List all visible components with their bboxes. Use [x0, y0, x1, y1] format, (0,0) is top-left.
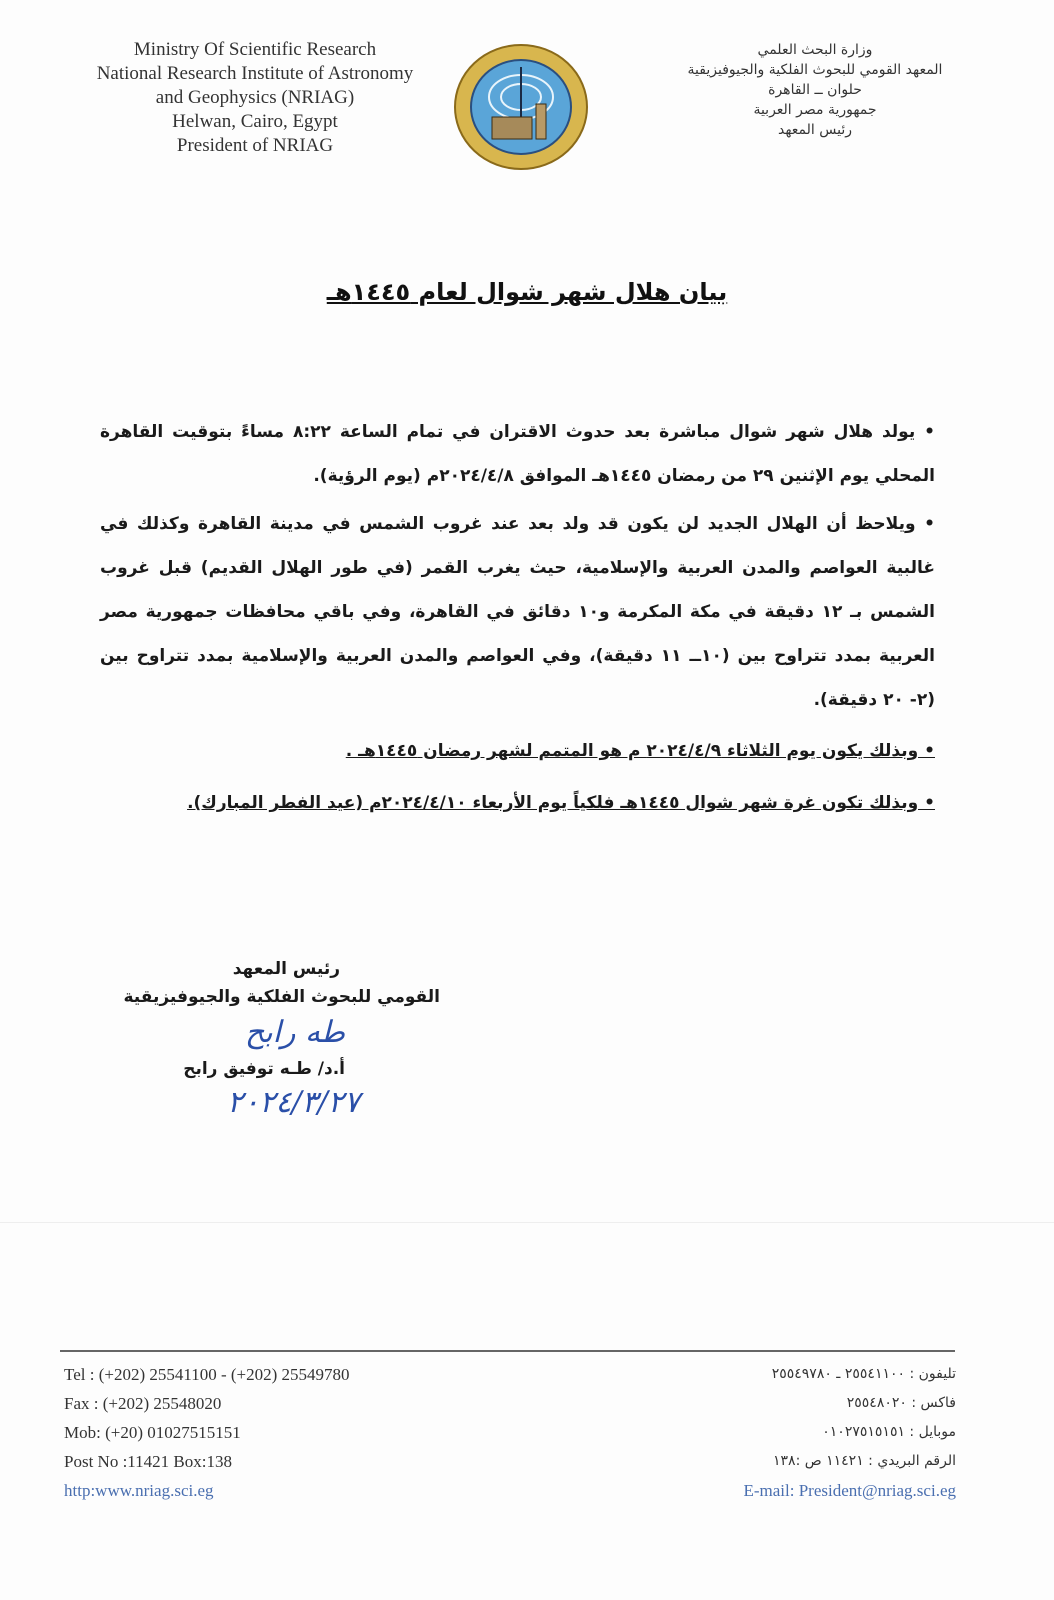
header-line: وزارة البحث العلمي	[757, 42, 873, 58]
footer-english	[64, 1360, 350, 1505]
signature-title: رئيس المعهد	[232, 959, 340, 979]
header-line: رئيس المعهد	[778, 122, 852, 138]
footer-website-link[interactable]: http:www.nriag.sci.eg	[64, 1481, 214, 1500]
header-line: President of NRIAG	[176, 135, 334, 156]
header-line: Ministry Of Scientific Research	[133, 39, 377, 60]
footer-post: Post No :11421 Box:138	[64, 1452, 232, 1471]
handwritten-signature: طه رابح	[244, 1015, 345, 1050]
footer-tel: Tel : (+202) 25541100 - (+202) 25549780	[64, 1365, 350, 1384]
header-line: and Geophysics (NRIAG)	[155, 87, 355, 108]
handwritten-date: ٢٠٢٤/٣/٢٧	[226, 1085, 360, 1120]
footer-post-ar: الرقم البريدي : ١١٤٢١ ص :١٣٨	[773, 1453, 956, 1469]
statement-body	[100, 410, 935, 830]
footer-fax: Fax : (+202) 25548020	[64, 1394, 222, 1413]
nriag-seal-icon	[452, 42, 590, 172]
scan-fold-line	[0, 1222, 1054, 1223]
signature-institute: القومي للبحوث الفلكية والجيوفيزيقية	[123, 987, 440, 1007]
paragraph-conjunction: • يولد هلال شهر شوال مباشرة بعد حدوث الاقتران في تمام الساعة ٨:٢٢ مساءً بتوقيت القاهرة المحلي يوم الإثنين ٢٩ من رمضان ١٤٤٥هـ الموافق ٢٠٢٤/٤/٨م (يوم الرؤية).	[100, 422, 935, 486]
footer-arabic	[743, 1360, 956, 1505]
header-english	[60, 38, 450, 158]
header-line: المعهد القومي للبحوث الفلكية والجيوفيزيقية	[687, 62, 943, 78]
paragraph-eid: • وبذلك تكون غرة شهر شوال ١٤٤٥هـ فلكياً يوم الأربعاء ٢٠٢٤/٤/١٠م (عيد الفطر المبارك).	[187, 793, 935, 813]
footer-mobile-ar: موبايل : ٠١٠٢٧٥١٥١٥١	[822, 1424, 956, 1440]
footer-fax-ar: فاكس : ٢٥٥٤٨٠٢٠	[846, 1395, 956, 1411]
footer-email-link[interactable]: E-mail: President@nriag.sci.eg	[743, 1481, 956, 1500]
header-line: حلوان ــ القاهرة	[768, 82, 862, 98]
header-line: National Research Institute of Astronomy	[96, 63, 414, 84]
paragraph-moonset: • ويلاحظ أن الهلال الجديد لن يكون قد ولد بعد عند غروب الشمس في مدينة القاهرة وكذلك في غالبية العواصم والمدن العربية والإسلامية، حيث يغرب القمر (في طور الهلال القديم) قبل غروب الشمس بـ ١٢ دقيقة في مكة المكرمة و١٠ دقائق في القاهرة، وفي باقي محافظات جمهورية مصر العربية بمدد تتراوح بين (١٠ــ ١١ دقيقة)، وفي العواصم والمدن العربية والإسلامية بمدد تتراوح بين (٢- ٢٠ دقيقة).	[100, 514, 936, 710]
signature-block	[100, 955, 440, 1123]
header-line: Helwan, Cairo, Egypt	[172, 111, 338, 132]
signatory-name: أ.د/ طـه توفيق رابح	[183, 1059, 345, 1079]
paragraph-ramadan-end: • وبذلك يكون يوم الثلاثاء ٢٠٢٤/٤/٩ م هو المتمم لشهر رمضان ١٤٤٥هـ .	[345, 741, 935, 761]
header-line: جمهورية مصر العربية	[753, 102, 877, 118]
document-title: بيان هلال شهر شوال لعام ١٤٤٥هـ	[326, 278, 728, 306]
footer-mobile: Mob: (+20) 01027515151	[64, 1423, 241, 1442]
footer-tel-ar: تليفون : ٢٥٥٤١١٠٠ ـ ٢٥٥٤٩٧٨٠	[771, 1366, 956, 1382]
footer-divider	[60, 1350, 955, 1352]
header-arabic	[655, 40, 975, 140]
